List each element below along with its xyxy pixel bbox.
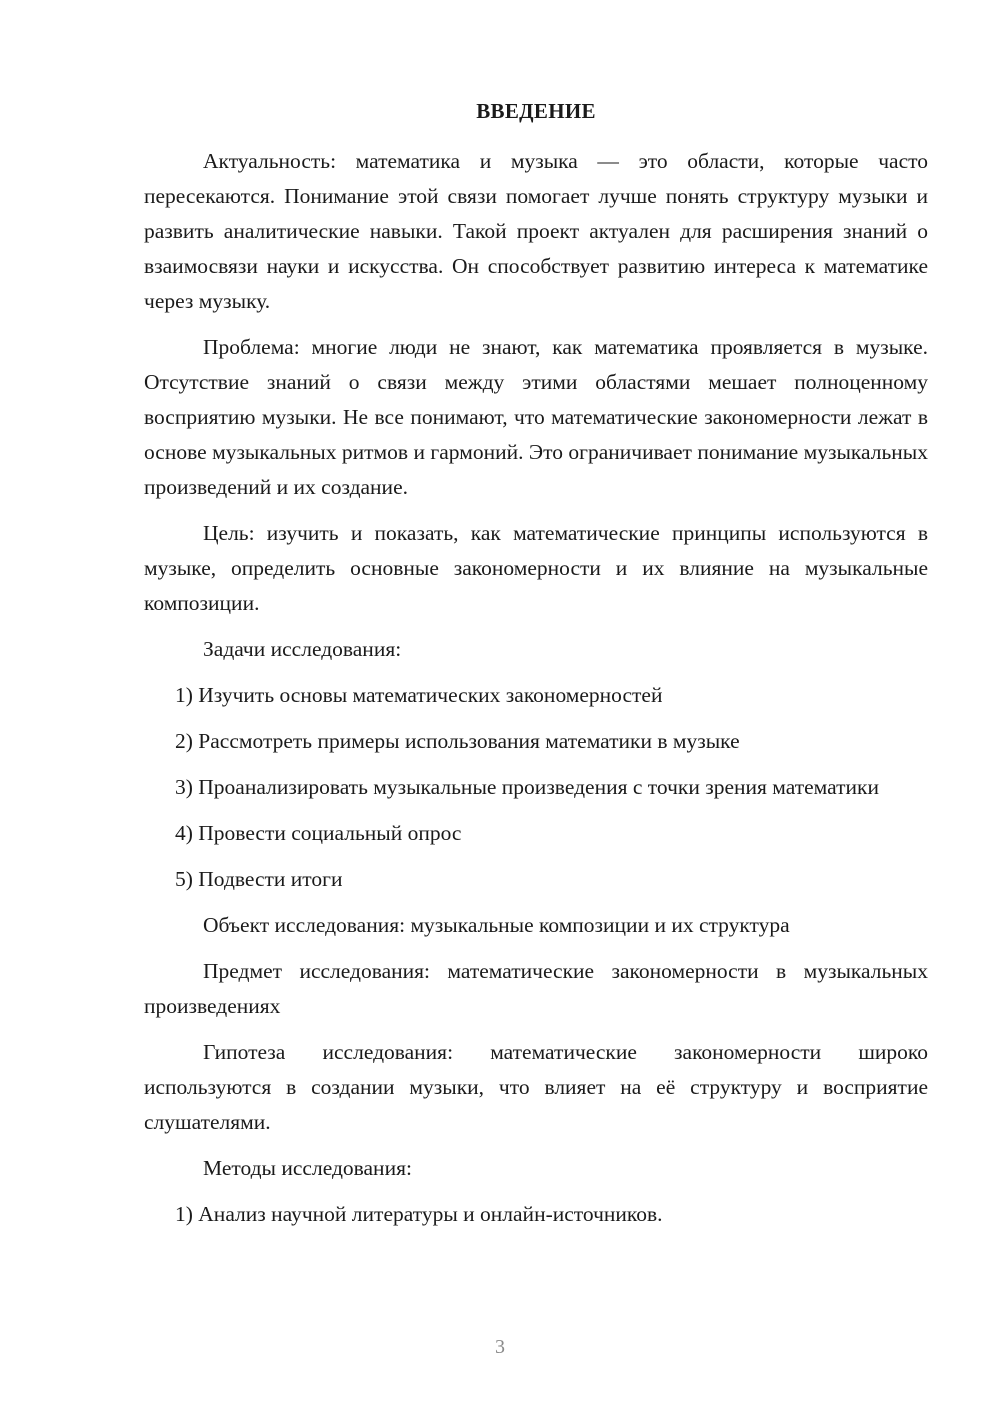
task-item-5: 5) Подвести итоги <box>175 867 343 891</box>
task-item-4: 4) Провести социальный опрос <box>175 821 462 845</box>
page-number: 3 <box>495 1336 505 1358</box>
paragraph-relevance: Актуальность: математика и музыка — это области, которые часто пересекаются. Понимание этой связи помогает лучше понять структуру музыки и развить аналитические навыки. Такой проект актуален для расширения знаний о взаимосвязи науки и искусства. Он способствует развитию интереса к математике через музыку. <box>144 149 928 313</box>
task-item-2: 2) Рассмотреть примеры использования математики в музыке <box>175 729 740 753</box>
paragraph-hypothesis: Гипотеза исследования: математические закономерности широко используются в создании музыки, что влияет на её структуру и восприятие слушателями. <box>144 1040 928 1134</box>
paragraph-problem: Проблема: многие люди не знают, как математика проявляется в музыке. Отсутствие знаний о связи между этими областями мешает полноценному восприятию музыки. Не все понимают, что математические закономерности лежат в основе музыкальных ритмов и гармоний. Это ограничивает понимание музыкальных произведений и их создание. <box>144 335 928 499</box>
task-item-1: 1) Изучить основы математических закономерностей <box>175 683 663 707</box>
paragraph-subject: Предмет исследования: математические закономерности в музыкальных произведениях <box>144 959 928 1018</box>
document-page <box>144 94 928 1243</box>
paragraph-object: Объект исследования: музыкальные композиции и их структура <box>203 913 790 937</box>
paragraph-goal: Цель: изучить и показать, как математические принципы используются в музыке, определить основные закономерности и их влияние на музыкальные композиции. <box>144 521 928 615</box>
section-heading: ВВЕДЕНИЕ <box>476 99 596 123</box>
task-item-3: 3) Проанализировать музыкальные произведения с точки зрения математики <box>175 775 879 799</box>
tasks-title: Задачи исследования: <box>203 637 402 661</box>
methods-title: Методы исследования: <box>203 1156 412 1180</box>
method-item-1: 1) Анализ научной литературы и онлайн-источников. <box>175 1202 663 1226</box>
